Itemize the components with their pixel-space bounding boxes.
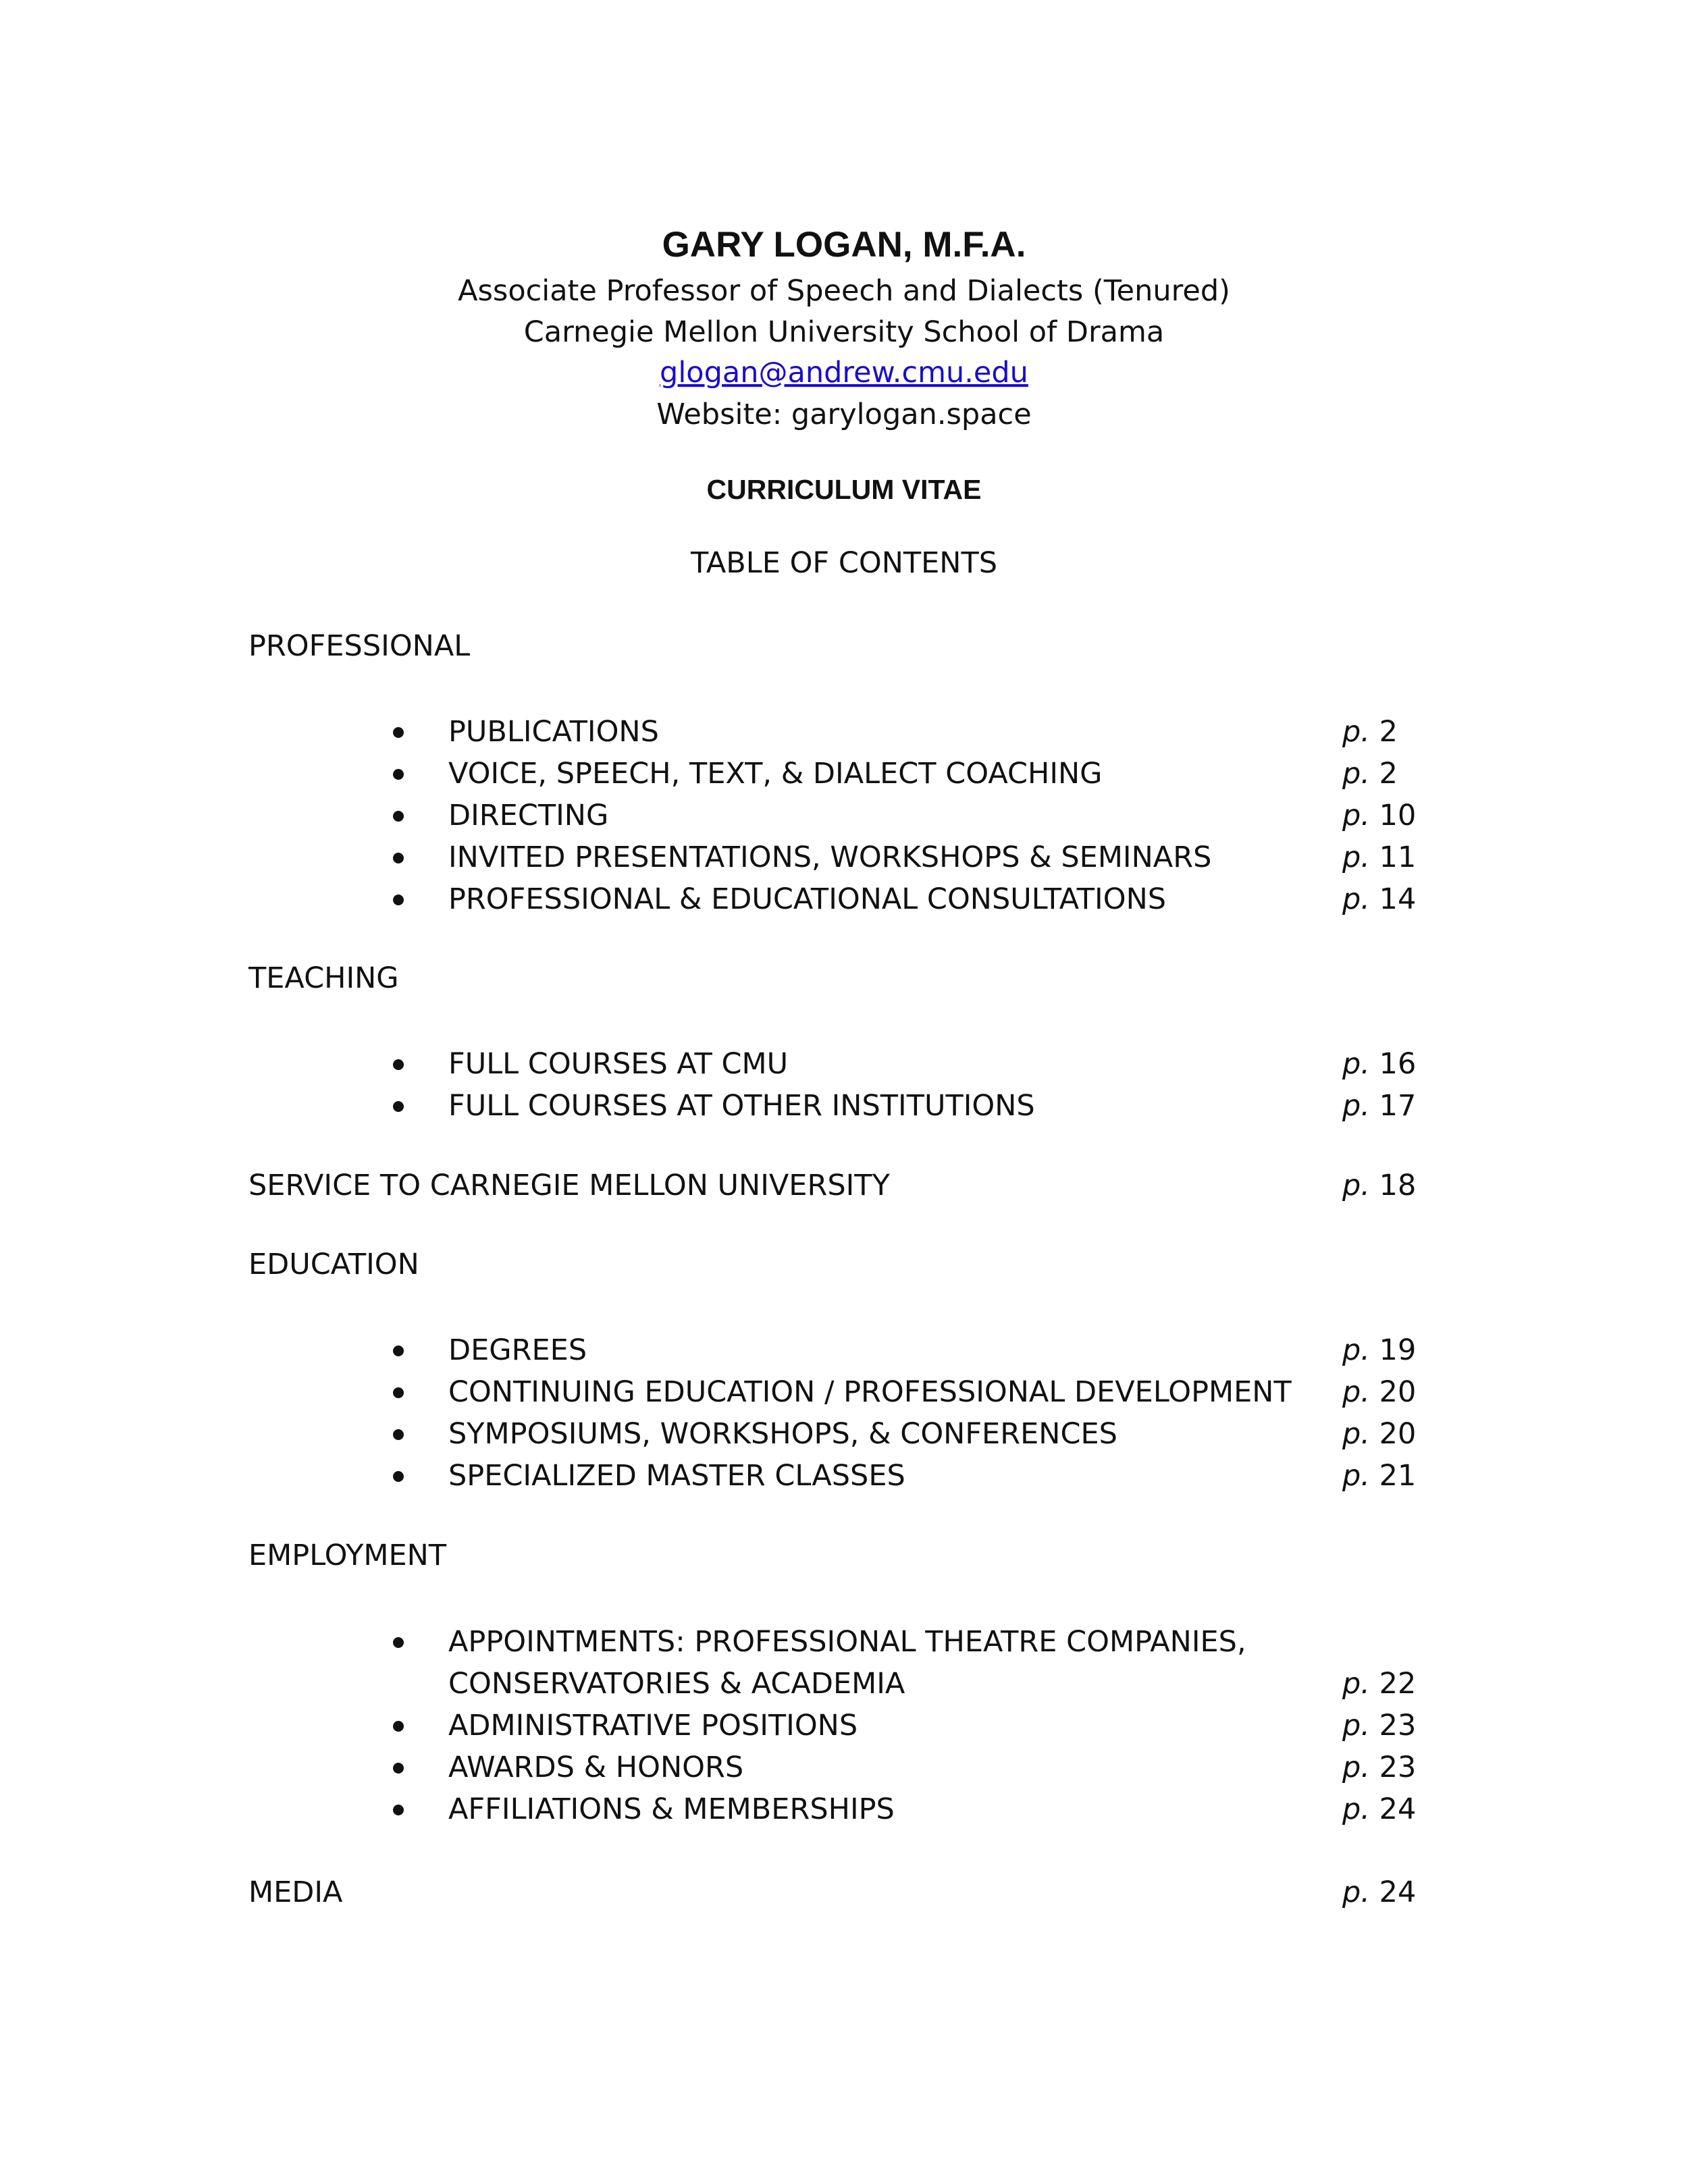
toc-item-courses-other: FULL COURSES AT OTHER INSTITUTIONS (448, 1089, 1035, 1123)
toc-item-directing: DIRECTING (448, 799, 609, 832)
cv-title: CURRICULUM VITAE (706, 474, 982, 505)
bullet (393, 811, 404, 822)
toc-item-appointments-line2: CONSERVATORIES & ACADEMIA (448, 1667, 905, 1701)
bullet (393, 1637, 404, 1648)
toc-item-appointments-line1: APPOINTMENTS: PROFESSIONAL THEATRE COMPANIES, (448, 1625, 1246, 1659)
bullet (393, 1101, 404, 1112)
toc-item-publications: PUBLICATIONS (448, 715, 659, 749)
toc-item-master-classes: SPECIALIZED MASTER CLASSES (448, 1459, 905, 1493)
section-service: SERVICE TO CARNEGIE MELLON UNIVERSITY (248, 1169, 890, 1202)
page-ref: p. 2 (1342, 715, 1398, 749)
page-ref: p. 23 (1342, 1709, 1417, 1742)
cv-name: GARY LOGAN, M.F.A. (662, 225, 1026, 265)
toc-item-presentations: INVITED PRESENTATIONS, WORKSHOPS & SEMINARS (448, 841, 1212, 874)
toc-item-coaching: VOICE, SPEECH, TEXT, & DIALECT COACHING (448, 757, 1103, 791)
section-education: EDUCATION (248, 1248, 419, 1281)
bullet (393, 1471, 404, 1482)
toc-item-symposiums: SYMPOSIUMS, WORKSHOPS, & CONFERENCES (448, 1417, 1117, 1451)
toc-item-awards: AWARDS & HONORS (448, 1751, 744, 1784)
section-media: MEDIA (248, 1875, 343, 1909)
toc-item-affiliations: AFFILIATIONS & MEMBERSHIPS (448, 1792, 895, 1826)
toc-item-consultations: PROFESSIONAL & EDUCATIONAL CONSULTATIONS (448, 882, 1167, 916)
bullet (393, 1059, 404, 1070)
page-ref: p. 23 (1342, 1751, 1417, 1784)
bullet (393, 1429, 404, 1440)
bullet (393, 1805, 404, 1815)
toc-item-administrative: ADMINISTRATIVE POSITIONS (448, 1709, 858, 1742)
toc-item-courses-cmu: FULL COURSES AT CMU (448, 1047, 789, 1081)
email-link[interactable]: glogan@andrew.cmu.edu (660, 356, 1028, 390)
page-ref: p. 18 (1342, 1169, 1417, 1202)
toc-item-degrees: DEGREES (448, 1333, 587, 1367)
toc-item-continuing-education: CONTINUING EDUCATION / PROFESSIONAL DEVELOPMENT (448, 1375, 1292, 1409)
page-ref: p. 22 (1342, 1667, 1417, 1701)
page-ref: p. 21 (1342, 1459, 1417, 1493)
page-ref: p. 2 (1342, 757, 1398, 791)
page-ref: p. 19 (1342, 1333, 1417, 1367)
page-ref: p. 20 (1342, 1375, 1417, 1409)
bullet (393, 1346, 404, 1356)
bullet (393, 853, 404, 863)
bullet (393, 1387, 404, 1398)
section-teaching: TEACHING (248, 961, 399, 995)
email-line (0, 352, 1688, 394)
page-ref: p. 10 (1342, 799, 1417, 832)
bullet (393, 1721, 404, 1732)
page-ref: p. 11 (1342, 841, 1417, 874)
bullet (393, 895, 404, 905)
section-employment: EMPLOYMENT (248, 1539, 447, 1572)
position-title: Associate Professor of Speech and Dialects (Tenured) (458, 274, 1230, 308)
bullet (393, 1763, 404, 1774)
page-ref: p. 17 (1342, 1089, 1417, 1123)
page-ref: p. 24 (1342, 1792, 1417, 1826)
page-ref: p. 16 (1342, 1047, 1417, 1081)
page-ref: p. 20 (1342, 1417, 1417, 1451)
page-ref: p. 14 (1342, 882, 1417, 916)
bullet (393, 769, 404, 780)
bullet (393, 727, 404, 738)
page-ref: p. 24 (1342, 1875, 1417, 1909)
toc-title: TABLE OF CONTENTS (690, 546, 998, 580)
website: Website: garylogan.space (656, 398, 1032, 431)
section-professional: PROFESSIONAL (248, 629, 471, 663)
institution: Carnegie Mellon University School of Drama (523, 315, 1165, 349)
